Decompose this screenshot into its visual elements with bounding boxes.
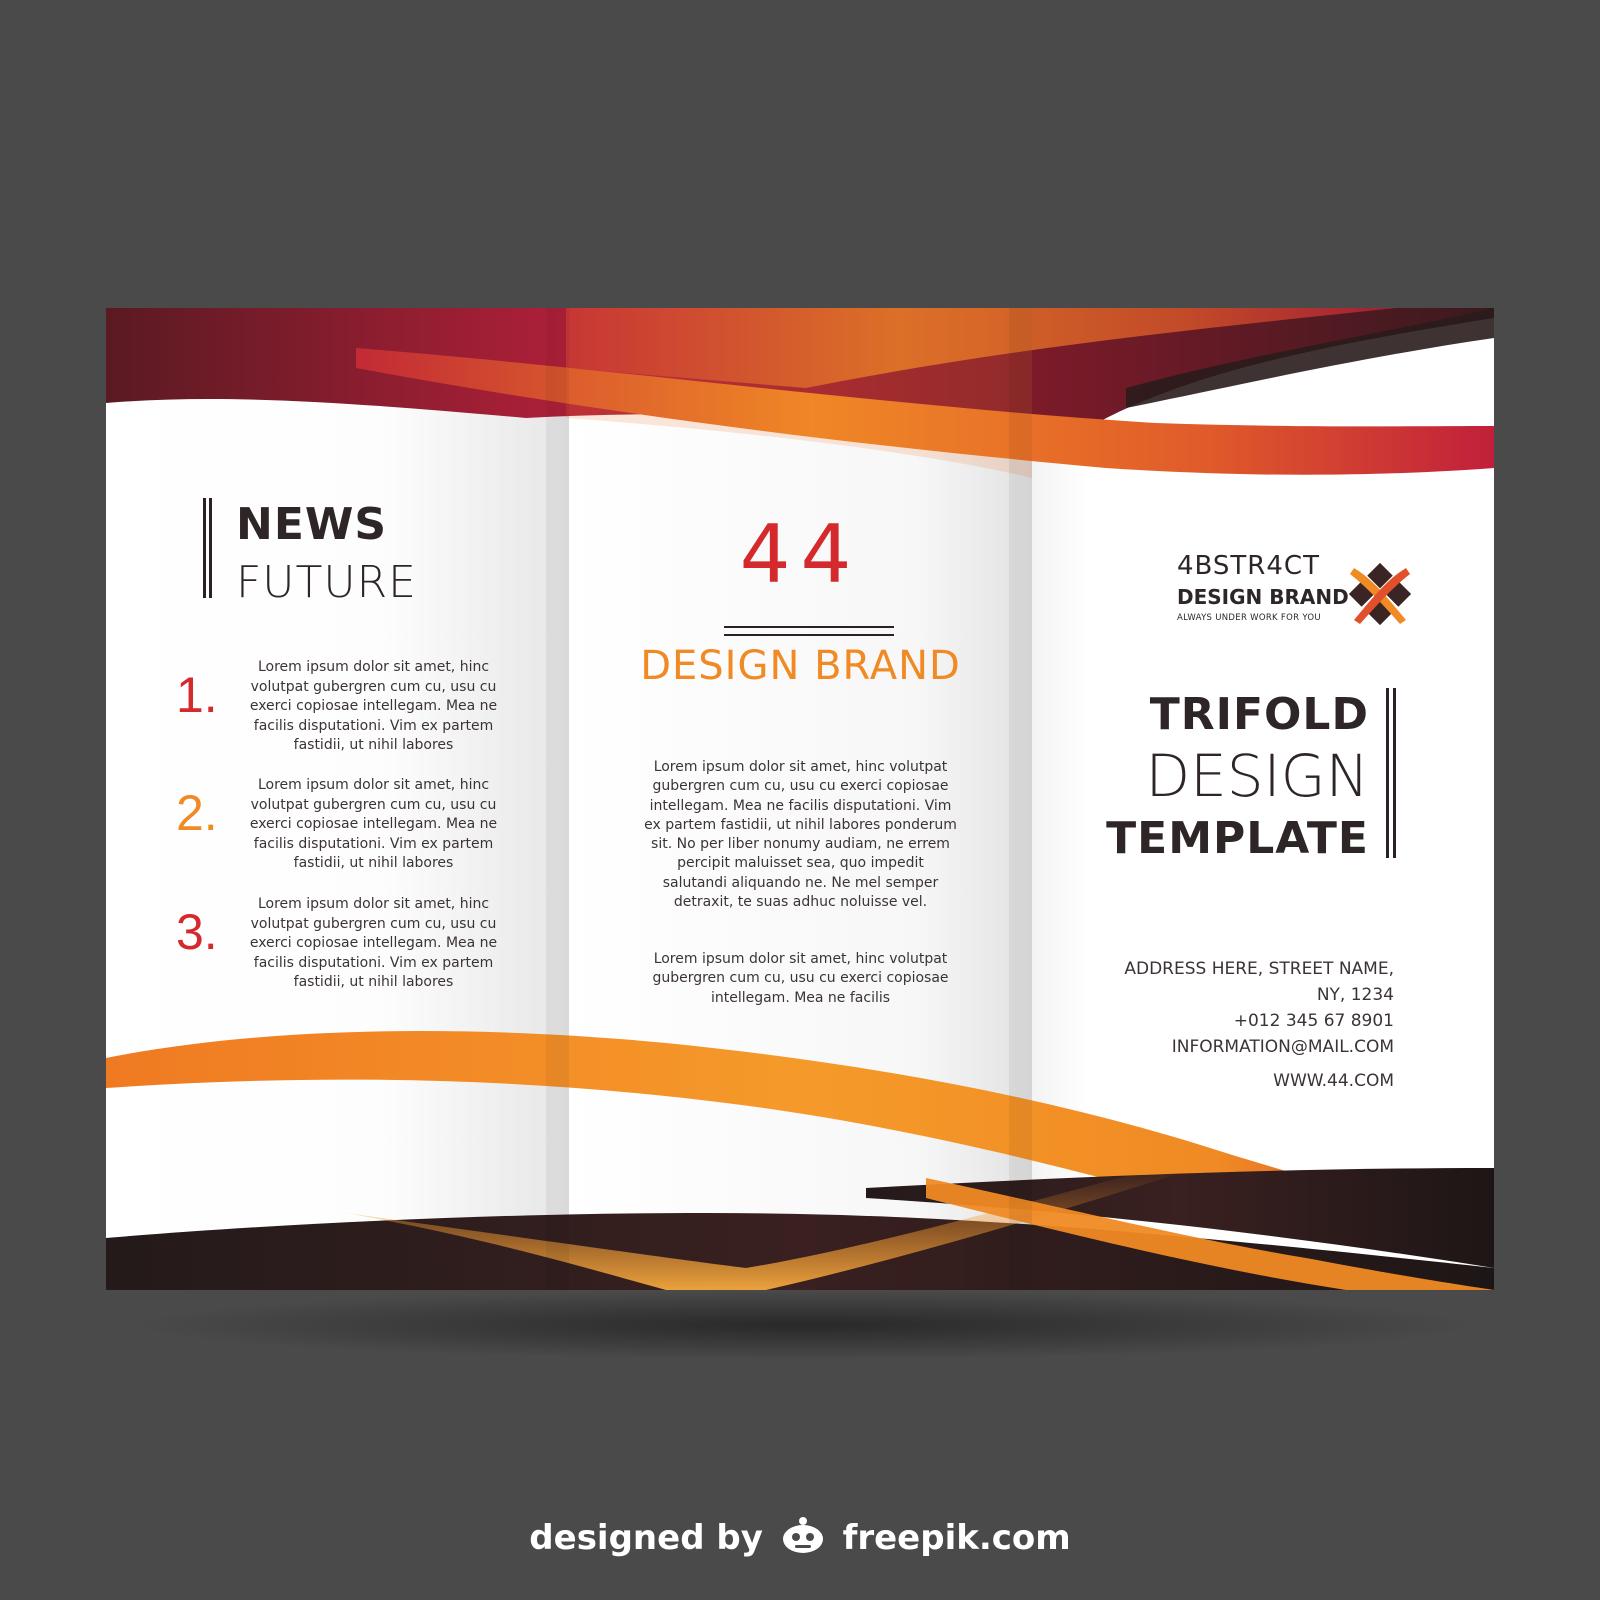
list-item: [176, 895, 536, 995]
list-item: [176, 776, 536, 876]
logo-tagline: ALWAYS UNDER WORK FOR YOU: [1177, 613, 1321, 623]
news-title-line1: NEWS: [236, 499, 388, 550]
trifold-title: [1106, 689, 1369, 864]
list-number: 3.: [176, 904, 218, 960]
trifold-line1: TRIFOLD: [1149, 689, 1369, 740]
credit-prefix: designed by: [529, 1518, 763, 1558]
center-content: [569, 308, 1032, 1290]
divider: [724, 626, 894, 628]
title-bar: [1393, 688, 1396, 858]
trifold-line3: TEMPLATE: [1106, 813, 1369, 864]
credit-brand: freepik.com: [842, 1518, 1071, 1558]
address-line1: ADDRESS HERE, STREET NAME,: [1124, 959, 1394, 979]
news-title-line2: FUTURE: [236, 557, 417, 608]
phone: +012 345 67 8901: [1233, 1011, 1394, 1031]
credit-line: [0, 1515, 1600, 1564]
brand-heading: DESIGN BRAND: [640, 643, 961, 689]
trifold-brochure: [106, 308, 1494, 1290]
center-paragraph-2: Lorem ipsum dolor sit amet, hinc volutpat gubergren cum cu, usu cu exerci copiosae intellegam. Mea ne facilis: [652, 951, 949, 1006]
list-item: [176, 658, 536, 758]
trifold-line2: DESIGN: [1145, 742, 1369, 810]
logo-brand: DESIGN BRAND: [1177, 585, 1349, 609]
logo-mark-icon: [1344, 560, 1416, 628]
brochure-shadow: [125, 1290, 1485, 1360]
contact-info: [1124, 956, 1394, 1094]
list-text: Lorem ipsum dolor sit amet, hinc volutpat gubergren cum cu, usu cu exerci copiosae intellegam. Mea ne facilis disputationi. Vim ex partem fastidii, ut nihil labores: [249, 777, 498, 871]
list-text: Lorem ipsum dolor sit amet, hinc volutpat gubergren cum cu, usu cu exerci copiosae intellegam. Mea ne facilis disputationi. Vim ex partem fastidii, ut nihil labores: [249, 659, 498, 753]
logo: [1177, 553, 1349, 623]
title-bar: [1386, 688, 1389, 858]
title-bar: [203, 498, 206, 598]
right-content: [1032, 308, 1494, 1290]
website: WWW.44.COM: [1273, 1071, 1394, 1091]
center-paragraph-1: Lorem ipsum dolor sit amet, hinc volutpat gubergren cum cu, usu cu exerci copiosae intellegam. Mea ne facilis disputationi. Vim ex partem fastidii, ut nihil labores ponderum sit. No per liber nonumy audiam, ne errem percipit maluisset sea, quo impedit salutandi aliquando ne. Ne mel semper detraxit, te suas adhuc noluisse vel.: [644, 759, 957, 911]
email: INFORMATION@MAIL.COM: [1171, 1037, 1394, 1057]
list-number: 2.: [176, 785, 218, 841]
big-number: 44: [739, 508, 862, 601]
title-bar: [209, 498, 212, 598]
list-text: Lorem ipsum dolor sit amet, hinc volutpat gubergren cum cu, usu cu exerci copiosae intellegam. Mea ne facilis disputationi. Vim ex partem fastidii, ut nihil labores: [249, 896, 498, 990]
divider: [724, 634, 894, 636]
news-title: [236, 499, 417, 608]
address-line2: NY, 1234: [1316, 985, 1394, 1005]
list-number: 1.: [176, 667, 218, 723]
logo-name: 4BSTR4CT: [1177, 551, 1320, 581]
freepik-mascot-icon: [781, 1515, 825, 1564]
